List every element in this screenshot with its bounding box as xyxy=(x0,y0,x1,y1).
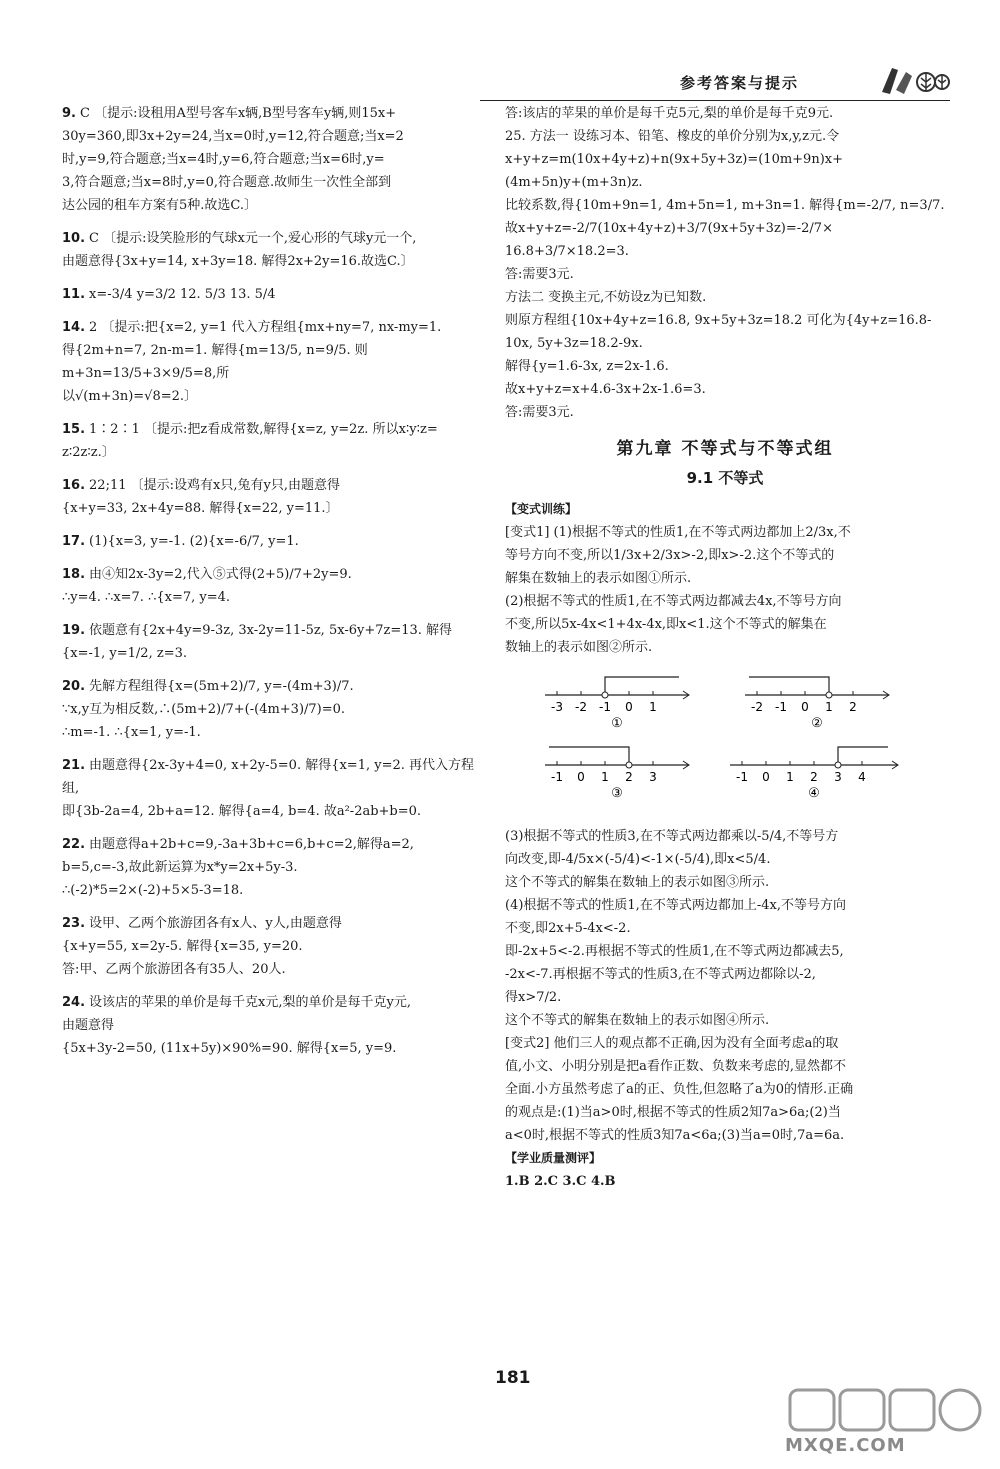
open-point xyxy=(626,762,632,768)
text-line: 解得{y=1.6-3x, z=2x-1.6. xyxy=(505,359,669,374)
header-title: 参考答案与提示 xyxy=(680,74,800,92)
text-line: 即-2x+5<-2.再根据不等式的性质1,在不等式两边都减去5, xyxy=(505,944,844,959)
tick-label: -2 xyxy=(751,700,763,714)
tick-label: 2 xyxy=(810,770,818,784)
book-logo-icon xyxy=(878,64,950,98)
tick-label: 0 xyxy=(625,700,633,714)
item-line: 由题意得 xyxy=(62,1018,115,1033)
tick-label: 0 xyxy=(801,700,809,714)
answer-item xyxy=(62,991,480,1060)
tick-label: 1 xyxy=(649,700,657,714)
watermark-stamp-icon xyxy=(785,1385,990,1435)
item-line: 时,y=9,符合题意;当x=4时,y=6,符合题意;当x=6时,y= xyxy=(62,152,385,167)
tick-label: -1 xyxy=(551,770,563,784)
answer-item xyxy=(62,530,480,553)
number-line-figures xyxy=(505,665,945,815)
item-line: 由题意得a+2b+c=9,-3a+3b+c=6,b+c=2,解得a=2, xyxy=(89,837,414,852)
text-line: a<0时,根据不等式的性质3知7a<6a;(3)当a=0时,7a=6a. xyxy=(505,1128,845,1143)
answer-item xyxy=(62,675,480,744)
answer-item xyxy=(62,102,480,217)
item-line: 30y=360,即3x+2y=24,当x=0时,y=12,符合题意;当x=2 xyxy=(62,129,404,144)
item-line: {5x+3y-2=50, (11x+5y)×90%=90. 解得{x=5, y=9. xyxy=(62,1041,397,1056)
item-line: x=-3/4 y=3/2 12. 5/3 13. 5/4 xyxy=(89,287,276,302)
answer-item xyxy=(62,619,480,665)
page-number: 181 xyxy=(495,1368,531,1388)
item-number: 21. xyxy=(62,758,86,773)
text-line: 答:需要3元. xyxy=(505,405,574,420)
figure-label: ③ xyxy=(611,786,623,801)
solution-bracket xyxy=(749,677,829,695)
text-line: 故x+y+z=-2/7(10x+4y+z)+3/7(9x+5y+3z)=-2/7× xyxy=(505,221,833,236)
item-line: (1){x=3, y=-1. (2){x=-6/7, y=1. xyxy=(89,534,299,549)
text-line: 数轴上的表示如图②所示. xyxy=(505,640,653,655)
figure-label: ④ xyxy=(808,786,820,801)
text-line: 这个不等式的解集在数轴上的表示如图④所示. xyxy=(505,1013,770,1028)
item-line: b=5,c=-3,故此新运算为x*y=2x+5y-3. xyxy=(62,860,298,875)
watermark-logo xyxy=(785,1385,990,1463)
item-line: 得{2m+n=7, 2n-m=1. 解得{m=13/5, n=9/5. 则m+3n=13/5+3×9/5=8,所 xyxy=(62,343,368,381)
text-line: (4)根据不等式的性质1,在不等式两边都加上-4x,不等号方向 xyxy=(505,898,846,913)
right-column xyxy=(505,102,945,1193)
tag-bianshi: 【变式训练】 xyxy=(505,502,578,516)
item-number: 23. xyxy=(62,916,86,931)
text-line: 不变,所以5x-4x<1+4x-4x,即x<1.这个不等式的解集在 xyxy=(505,617,827,632)
text-line: 向改变,即-4/5x×(-5/4)<-1×(-5/4),即x<5/4. xyxy=(505,852,771,867)
item-line: 3,符合题意;当x=8时,y=0,符合题意.故师生一次性全部到 xyxy=(62,175,392,190)
tick-label: -1 xyxy=(599,700,611,714)
item-line: ∴y=4. ∴x=7. ∴{x=7, y=4. xyxy=(62,590,231,605)
item-number: 10. xyxy=(62,231,86,246)
text-line: 值,小文、小明分别是把a看作正数、负数来考虑的,显然都不 xyxy=(505,1059,847,1074)
text-line: 方法二 变换主元,不妨设z为已知数. xyxy=(505,290,707,305)
text-line: 答:需要3元. xyxy=(505,267,574,282)
item-number: 14. xyxy=(62,320,86,335)
tick-label: 4 xyxy=(858,770,866,784)
item-number: 19. xyxy=(62,623,86,638)
item-line: 1∶2∶1 〔提示:把z看成常数,解得{x=z, y=2z. 所以x∶y∶z= xyxy=(89,422,438,437)
text-line: (2)根据不等式的性质1,在不等式两边都减去4x,不等号方向 xyxy=(505,594,842,609)
answer-item xyxy=(62,754,480,823)
answer-item xyxy=(62,912,480,981)
header-rule xyxy=(480,100,950,101)
tick-label: 0 xyxy=(577,770,585,784)
text-line: 比较系数,得{10m+9n=1, 4m+5n=1, m+3n=1. 解得{m=-2/7, n=3/7. xyxy=(505,198,945,213)
item-line: C 〔提示:设租用A型号客车x辆,B型号客车y辆,则15x+ xyxy=(79,106,397,121)
page-header xyxy=(650,62,950,102)
item-line: 达公园的租车方案有5种.故选C.〕 xyxy=(62,198,258,213)
item-line: ∴m=-1. ∴{x=1, y=-1. xyxy=(62,725,201,740)
text-line: 得x>7/2. xyxy=(505,990,562,1005)
left-column xyxy=(62,102,480,1070)
item-line: 即{3b-2a=4, 2b+a=12. 解得{a=4, b=4. 故a²-2ab+b=0. xyxy=(62,804,422,819)
text-line: 不变,即2x+5-4x<-2. xyxy=(505,921,631,936)
open-point xyxy=(835,762,841,768)
text-line: (3)根据不等式的性质3,在不等式两边都乘以-5/4,不等号方 xyxy=(505,829,839,844)
item-line: 先解方程组得{x=(5m+2)/7, y=-(4m+3)/7. xyxy=(89,679,354,694)
item-number: 15. xyxy=(62,422,86,437)
item-line: z∶2z∶z.〕 xyxy=(62,445,115,460)
text-line: 这个不等式的解集在数轴上的表示如图③所示. xyxy=(505,875,770,890)
item-line: C 〔提示:设笑脸形的气球x元一个,爱心形的气球y元一个, xyxy=(89,231,417,246)
tick-label: -1 xyxy=(736,770,748,784)
item-number: 24. xyxy=(62,995,86,1010)
text-line: 则原方程组{10x+4y+z=16.8, 9x+5y+3z=18.2 可化为{4y+z=16.8-10x, 5y+3z=18.2-9x. xyxy=(505,313,932,351)
solution-bracket xyxy=(838,747,888,765)
text-line: 的观点是:(1)当a>0时,根据不等式的性质2知7a>6a;(2)当 xyxy=(505,1105,841,1120)
chapter-title: 第九章 不等式与不等式组 xyxy=(616,439,834,459)
answer-line: 1.B 2.C 3.C 4.B xyxy=(505,1174,616,1189)
answer-item xyxy=(62,474,480,520)
item-line: 由④知2x-3y=2,代入⑤式得(2+5)/7+2y=9. xyxy=(89,567,352,582)
solution-bracket xyxy=(549,747,629,765)
text-line: -2x<-7.再根据不等式的性质3,在不等式两边都除以-2, xyxy=(505,967,816,982)
tick-label: -3 xyxy=(551,700,563,714)
item-line: ∵x,y互为相反数,∴(5m+2)/7+(-(4m+3)/7)=0. xyxy=(62,702,346,717)
text-line: (4m+5n)y+(m+3n)z. xyxy=(505,175,643,190)
text-line: 16.8+3/7×18.2=3. xyxy=(505,244,629,259)
text-line: 答:该店的苹果的单价是每千克5元,梨的单价是每千克9元. xyxy=(505,106,834,121)
item-number: 22. xyxy=(62,837,86,852)
item-line: 设甲、乙两个旅游团各有x人、y人,由题意得 xyxy=(89,916,342,931)
tick-label: 2 xyxy=(849,700,857,714)
text-line: [变式2] 他们三人的观点都不正确,因为没有全面考虑a的取 xyxy=(505,1036,839,1051)
answer-item xyxy=(62,316,480,408)
tick-label: 1 xyxy=(601,770,609,784)
item-number: 11. xyxy=(62,287,86,302)
figure-label: ② xyxy=(811,716,823,731)
item-line: {x+y=55, x=2y-5. 解得{x=35, y=20. xyxy=(62,939,303,954)
text-line: 全面.小方虽然考虑了a的正、负性,但忽略了a为0的情形.正确 xyxy=(505,1082,854,1097)
answer-item xyxy=(62,283,480,306)
item-line: 设该店的苹果的单价是每千克x元,梨的单价是每千克y元, xyxy=(89,995,411,1010)
text-line: 25. 方法一 设练习本、铅笔、橡皮的单价分别为x,y,z元.令 xyxy=(505,129,840,144)
item-number: 17. xyxy=(62,534,86,549)
tick-label: 0 xyxy=(762,770,770,784)
item-number: 9. xyxy=(62,106,76,121)
text-line: [变式1] (1)根据不等式的性质1,在不等式两边都加上2/3x,不 xyxy=(505,525,851,540)
item-line: 22;11 〔提示:设鸡有x只,兔有y只,由题意得 xyxy=(89,478,340,493)
tick-label: 1 xyxy=(825,700,833,714)
item-line: 由题意得{2x-3y+4=0, x+2y-5=0. 解得{x=1, y=2. 再代入方程组, xyxy=(62,758,475,796)
tag-xueye: 【学业质量测评】 xyxy=(505,1151,602,1165)
answer-item xyxy=(62,418,480,464)
solution-bracket xyxy=(605,677,679,695)
item-line: 2 〔提示:把{x=2, y=1 代入方程组{mx+ny=7, nx-my=1. xyxy=(89,320,442,335)
open-point xyxy=(826,692,832,698)
text-line: 解集在数轴上的表示如图①所示. xyxy=(505,571,692,586)
answer-item xyxy=(62,227,480,273)
tick-label: -2 xyxy=(575,700,587,714)
section-title: 9.1 不等式 xyxy=(686,469,764,487)
open-point xyxy=(602,692,608,698)
item-line: {x+y=33, 2x+4y=88. 解得{x=22, y=11.〕 xyxy=(62,501,339,516)
item-line: 答:甲、乙两个旅游团各有35人、20人. xyxy=(62,962,286,977)
tick-label: 1 xyxy=(786,770,794,784)
watermark-text: MXQE.COM xyxy=(785,1435,906,1456)
text-line: 故x+y+z=x+4.6-3x+2x-1.6=3. xyxy=(505,382,706,397)
item-line: ∴(-2)*5=2×(-2)+5×5-3=18. xyxy=(62,883,244,898)
item-line: 以√(m+3n)=√8=2.〕 xyxy=(62,389,198,404)
item-line: 由题意得{3x+y=14, x+3y=18. 解得2x+2y=16.故选C.〕 xyxy=(62,254,414,269)
text-line: 等号方向不变,所以1/3x+2/3x>-2,即x>-2.这个不等式的 xyxy=(505,548,835,563)
figure-label: ① xyxy=(611,716,623,731)
answer-item xyxy=(62,563,480,609)
tick-label: 3 xyxy=(834,770,842,784)
item-line: 依题意有{2x+4y=9-3z, 3x-2y=11-5z, 5x-6y+7z=13. 解得{x=-1, y=1/2, z=3. xyxy=(62,623,453,661)
tick-label: 3 xyxy=(649,770,657,784)
item-number: 20. xyxy=(62,679,86,694)
item-number: 18. xyxy=(62,567,86,582)
answer-item xyxy=(62,833,480,902)
tick-label: 2 xyxy=(625,770,633,784)
text-line: x+y+z=m(10x+4y+z)+n(9x+5y+3z)=(10m+9n)x+ xyxy=(505,152,843,167)
tick-label: -1 xyxy=(775,700,787,714)
item-number: 16. xyxy=(62,478,86,493)
